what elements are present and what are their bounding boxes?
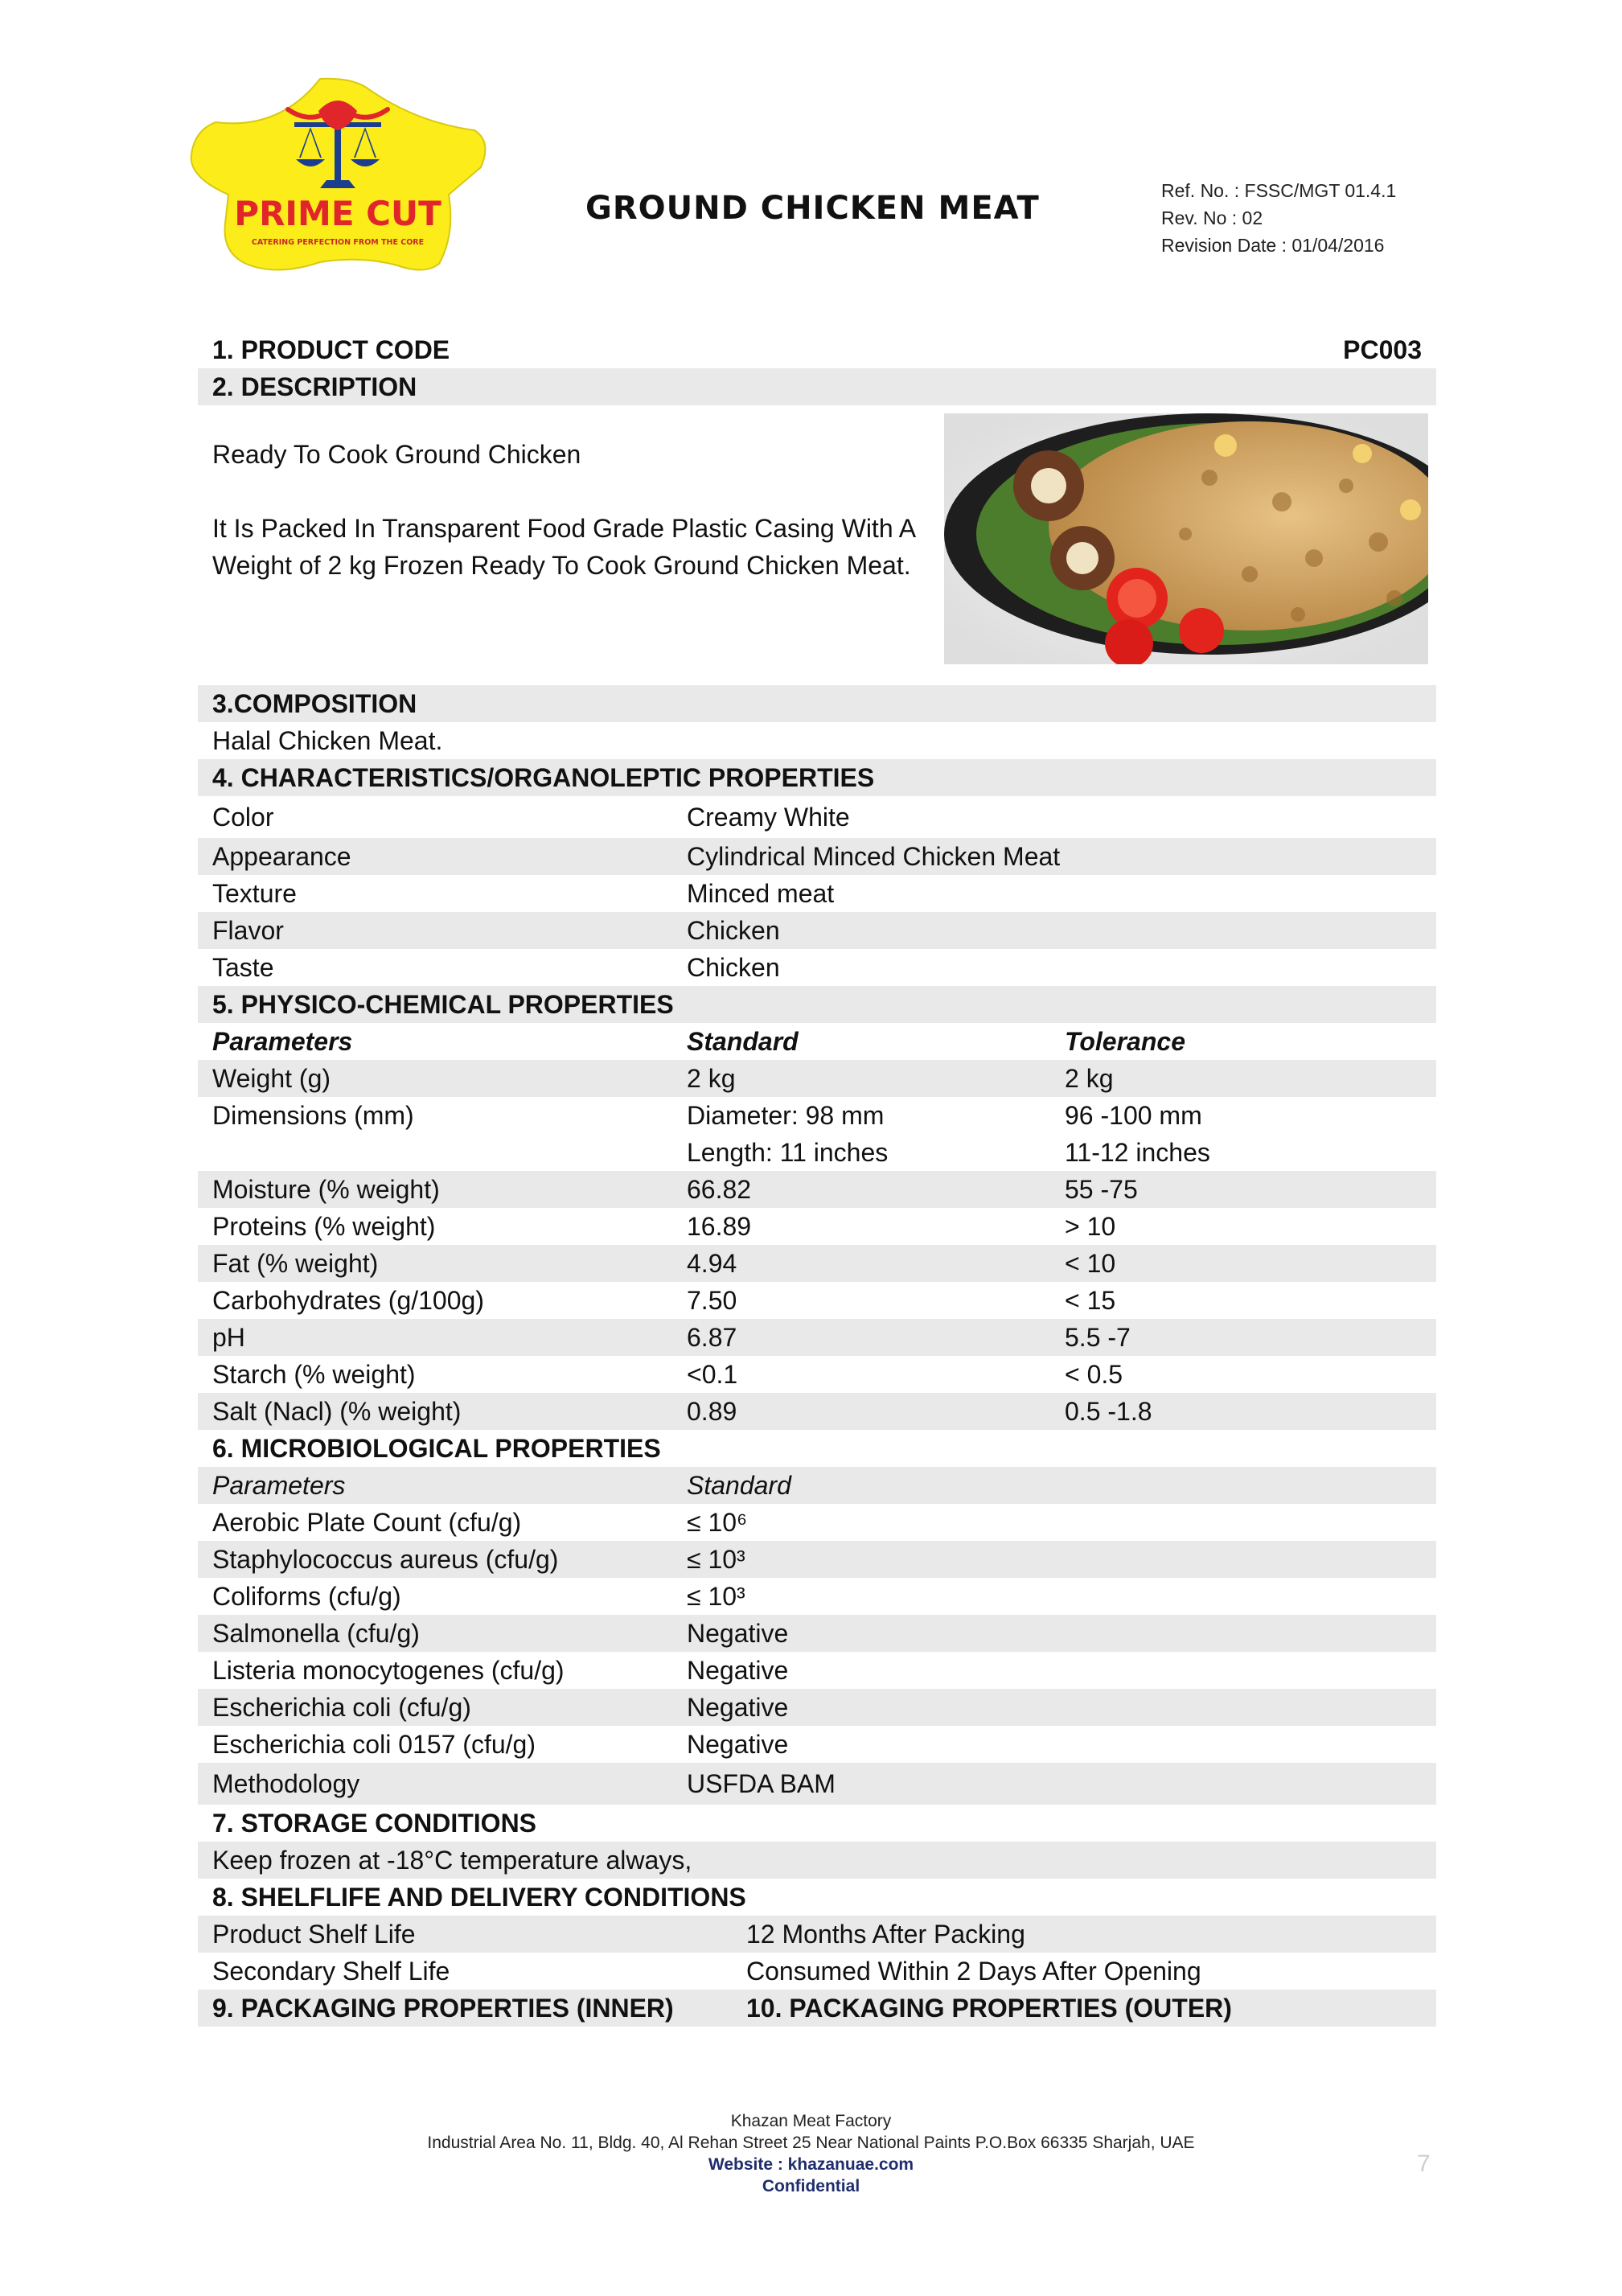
standard-value: Length: 11 inches <box>687 1138 889 1167</box>
standard-value: ≤ 10³ <box>687 1545 745 1574</box>
tolerance-value: 5.5 -7 <box>1065 1323 1131 1352</box>
parameter-name: Salmonella (cfu/g) <box>212 1619 420 1648</box>
composition-row <box>198 722 1436 759</box>
parameter-name: Dimensions (mm) <box>212 1101 414 1130</box>
tolerance-value: 55 -75 <box>1065 1175 1138 1204</box>
tolerance-value: < 10 <box>1065 1249 1116 1278</box>
tolerance-value: < 0.5 <box>1065 1360 1123 1389</box>
parameter-name: pH <box>212 1323 245 1352</box>
footer-address: Industrial Area No. 11, Bldg. 40, Al Rehan Street 25 Near National Paints P.O.Box 66335 Sharjah, UAE <box>427 2134 1195 2152</box>
shelflife-value: Consumed Within 2 Days After Opening <box>746 1957 1201 1986</box>
characteristic-row-flavor <box>198 912 1436 949</box>
description-block <box>198 405 1436 674</box>
micro-row <box>198 1763 1436 1805</box>
product-code-label: 1. PRODUCT CODE <box>212 335 450 364</box>
characteristic-label: Appearance <box>212 842 351 871</box>
characteristics-heading: 4. CHARACTERISTICS/ORGANOLEPTIC PROPERTIES <box>212 763 875 792</box>
footer-company: Khazan Meat Factory <box>730 2112 892 2130</box>
footer-website: Website : khazanuae.com <box>708 2155 914 2174</box>
shelflife-label: Secondary Shelf Life <box>212 1957 450 1986</box>
characteristic-label: Texture <box>212 879 297 908</box>
tolerance-value: < 15 <box>1065 1286 1116 1315</box>
micro-row <box>198 1541 1436 1578</box>
physico-row <box>198 1208 1436 1245</box>
characteristic-value: Cylindrical Minced Chicken Meat <box>687 842 1061 871</box>
parameter-name: Escherichia coli (cfu/g) <box>212 1693 471 1722</box>
micro-heading: 6. MICROBIOLOGICAL PROPERTIES <box>212 1434 661 1463</box>
micro-heading-row <box>198 1430 1436 1467</box>
standard-value: 7.50 <box>687 1286 737 1315</box>
parameter-name: Coliforms (cfu/g) <box>212 1582 401 1611</box>
composition-heading: 3.COMPOSITION <box>212 689 417 718</box>
micro-column-headers <box>198 1467 1436 1504</box>
parameter-name: Aerobic Plate Count (cfu/g) <box>212 1508 522 1537</box>
physico-row <box>198 1282 1436 1319</box>
characteristic-label: Color <box>212 803 274 832</box>
page-number: 7 <box>1417 2150 1431 2177</box>
description-line-1: Ready To Cook Ground Chicken <box>212 440 581 469</box>
physico-row <box>198 1393 1436 1430</box>
shelflife-value: 12 Months After Packing <box>746 1920 1025 1949</box>
storage-heading: 7. STORAGE CONDITIONS <box>212 1809 537 1838</box>
description-heading: 2. DESCRIPTION <box>212 372 417 401</box>
composition-heading-row <box>198 685 1436 722</box>
storage-row <box>198 1842 1436 1879</box>
parameter-name: Escherichia coli 0157 (cfu/g) <box>212 1730 536 1759</box>
physico-column-headers <box>198 1023 1436 1060</box>
standard-value: ≤ 10³ <box>687 1582 745 1611</box>
standard-value: Negative <box>687 1693 789 1722</box>
revision-date: Revision Date : 01/04/2016 <box>1161 235 1385 256</box>
characteristic-value: Chicken <box>687 916 780 945</box>
tolerance-value: 0.5 -1.8 <box>1065 1397 1152 1426</box>
logo-tagline: CATERING PERFECTION FROM THE CORE <box>251 238 425 247</box>
characteristic-row-color <box>198 796 1436 838</box>
characteristics-heading-row <box>198 759 1436 796</box>
standard-value: 4.94 <box>687 1249 737 1278</box>
standard-value: ≤ 10⁶ <box>687 1508 748 1537</box>
standard-value: Negative <box>687 1619 789 1648</box>
prime-cut-logo <box>183 74 492 281</box>
characteristic-value: Creamy White <box>687 803 850 832</box>
standard-value: 2 kg <box>687 1064 736 1093</box>
characteristic-label: Taste <box>212 953 274 982</box>
parameter-name: Listeria monocytogenes (cfu/g) <box>212 1656 565 1685</box>
micro-row <box>198 1689 1436 1726</box>
characteristic-row-texture <box>198 875 1436 912</box>
tolerance-value: 96 -100 mm <box>1065 1101 1202 1130</box>
physico-row <box>198 1356 1436 1393</box>
micro-row <box>198 1504 1436 1541</box>
physico-heading: 5. PHYSICO-CHEMICAL PROPERTIES <box>212 990 674 1019</box>
characteristic-value: Minced meat <box>687 879 835 908</box>
parameter-name: Fat (% weight) <box>212 1249 379 1278</box>
standard-value: 0.89 <box>687 1397 737 1426</box>
physico-heading-row <box>198 986 1436 1023</box>
micro-row <box>198 1578 1436 1615</box>
reference-block <box>1161 177 1396 259</box>
parameter-name: Staphylococcus aureus (cfu/g) <box>212 1545 559 1574</box>
physico-row <box>198 1319 1436 1356</box>
micro-row <box>198 1615 1436 1652</box>
standard-value: USFDA BAM <box>687 1769 836 1798</box>
packaging-outer-heading: 10. PACKAGING PROPERTIES (OUTER) <box>746 1994 1232 2023</box>
storage-text: Keep frozen at -18°C temperature always, <box>212 1846 692 1875</box>
revision-number: Rev. No : 02 <box>1161 207 1263 228</box>
description-line-2: It Is Packed In Transparent Food Grade Plastic Casing With A Weight of 2 kg Frozen Ready To Cook Ground Chicken Meat. <box>212 514 915 580</box>
footer-confidential: Confidential <box>762 2177 860 2195</box>
micro-row <box>198 1726 1436 1763</box>
product-photo <box>944 413 1428 664</box>
parameter-name: Methodology <box>212 1769 360 1798</box>
column-header-parameters: Parameters <box>212 1471 346 1500</box>
shelflife-heading-row <box>198 1879 1436 1916</box>
characteristic-row-taste <box>198 949 1436 986</box>
parameter-name: Proteins (% weight) <box>212 1212 436 1241</box>
ref-number: Ref. No. : FSSC/MGT 01.4.1 <box>1161 180 1397 201</box>
standard-value: Diameter: 98 mm <box>687 1101 885 1130</box>
physico-row <box>198 1097 1436 1134</box>
page-footer <box>0 2110 1622 2197</box>
shelflife-row <box>198 1916 1436 1953</box>
standard-value: 66.82 <box>687 1175 752 1204</box>
parameter-name: Starch (% weight) <box>212 1360 416 1389</box>
characteristic-label: Flavor <box>212 916 284 945</box>
product-code-value: PC003 <box>1343 335 1422 364</box>
column-header-parameters: Parameters <box>212 1027 353 1056</box>
standard-value: Negative <box>687 1656 789 1685</box>
parameter-name: Weight (g) <box>212 1064 331 1093</box>
shelflife-heading: 8. SHELFLIFE AND DELIVERY CONDITIONS <box>212 1883 746 1912</box>
standard-value: 6.87 <box>687 1323 737 1352</box>
document-title: GROUND CHICKEN MEAT <box>585 190 1040 227</box>
micro-row <box>198 1652 1436 1689</box>
shelflife-row <box>198 1953 1436 1990</box>
column-header-tolerance: Tolerance <box>1065 1027 1185 1056</box>
shelflife-label: Product Shelf Life <box>212 1920 416 1949</box>
physico-row <box>198 1060 1436 1097</box>
tolerance-value: > 10 <box>1065 1212 1116 1241</box>
standard-value: <0.1 <box>687 1360 738 1389</box>
storage-heading-row <box>198 1805 1436 1842</box>
parameter-name: Salt (Nacl) (% weight) <box>212 1397 462 1426</box>
physico-row <box>198 1134 1436 1171</box>
standard-value: Negative <box>687 1730 789 1759</box>
standard-value: 16.89 <box>687 1212 752 1241</box>
tolerance-value: 11-12 inches <box>1065 1138 1210 1167</box>
parameter-name: Carbohydrates (g/100g) <box>212 1286 484 1315</box>
column-header-standard: Standard <box>687 1471 791 1500</box>
characteristic-row-appearance <box>198 838 1436 875</box>
composition-text: Halal Chicken Meat. <box>212 726 443 755</box>
spec-sheet <box>198 331 1436 2027</box>
description-heading-row <box>198 368 1436 405</box>
parameter-name: Moisture (% weight) <box>212 1175 440 1204</box>
packaging-heading-row <box>198 1990 1436 2027</box>
packaging-inner-heading: 9. PACKAGING PROPERTIES (INNER) <box>212 1994 674 2023</box>
physico-row <box>198 1245 1436 1282</box>
tolerance-value: 2 kg <box>1065 1064 1114 1093</box>
physico-row <box>198 1171 1436 1208</box>
characteristic-value: Chicken <box>687 953 780 982</box>
product-code-row <box>198 331 1436 368</box>
logo-text: PRIME CUT <box>234 194 441 233</box>
column-header-standard: Standard <box>687 1027 799 1056</box>
